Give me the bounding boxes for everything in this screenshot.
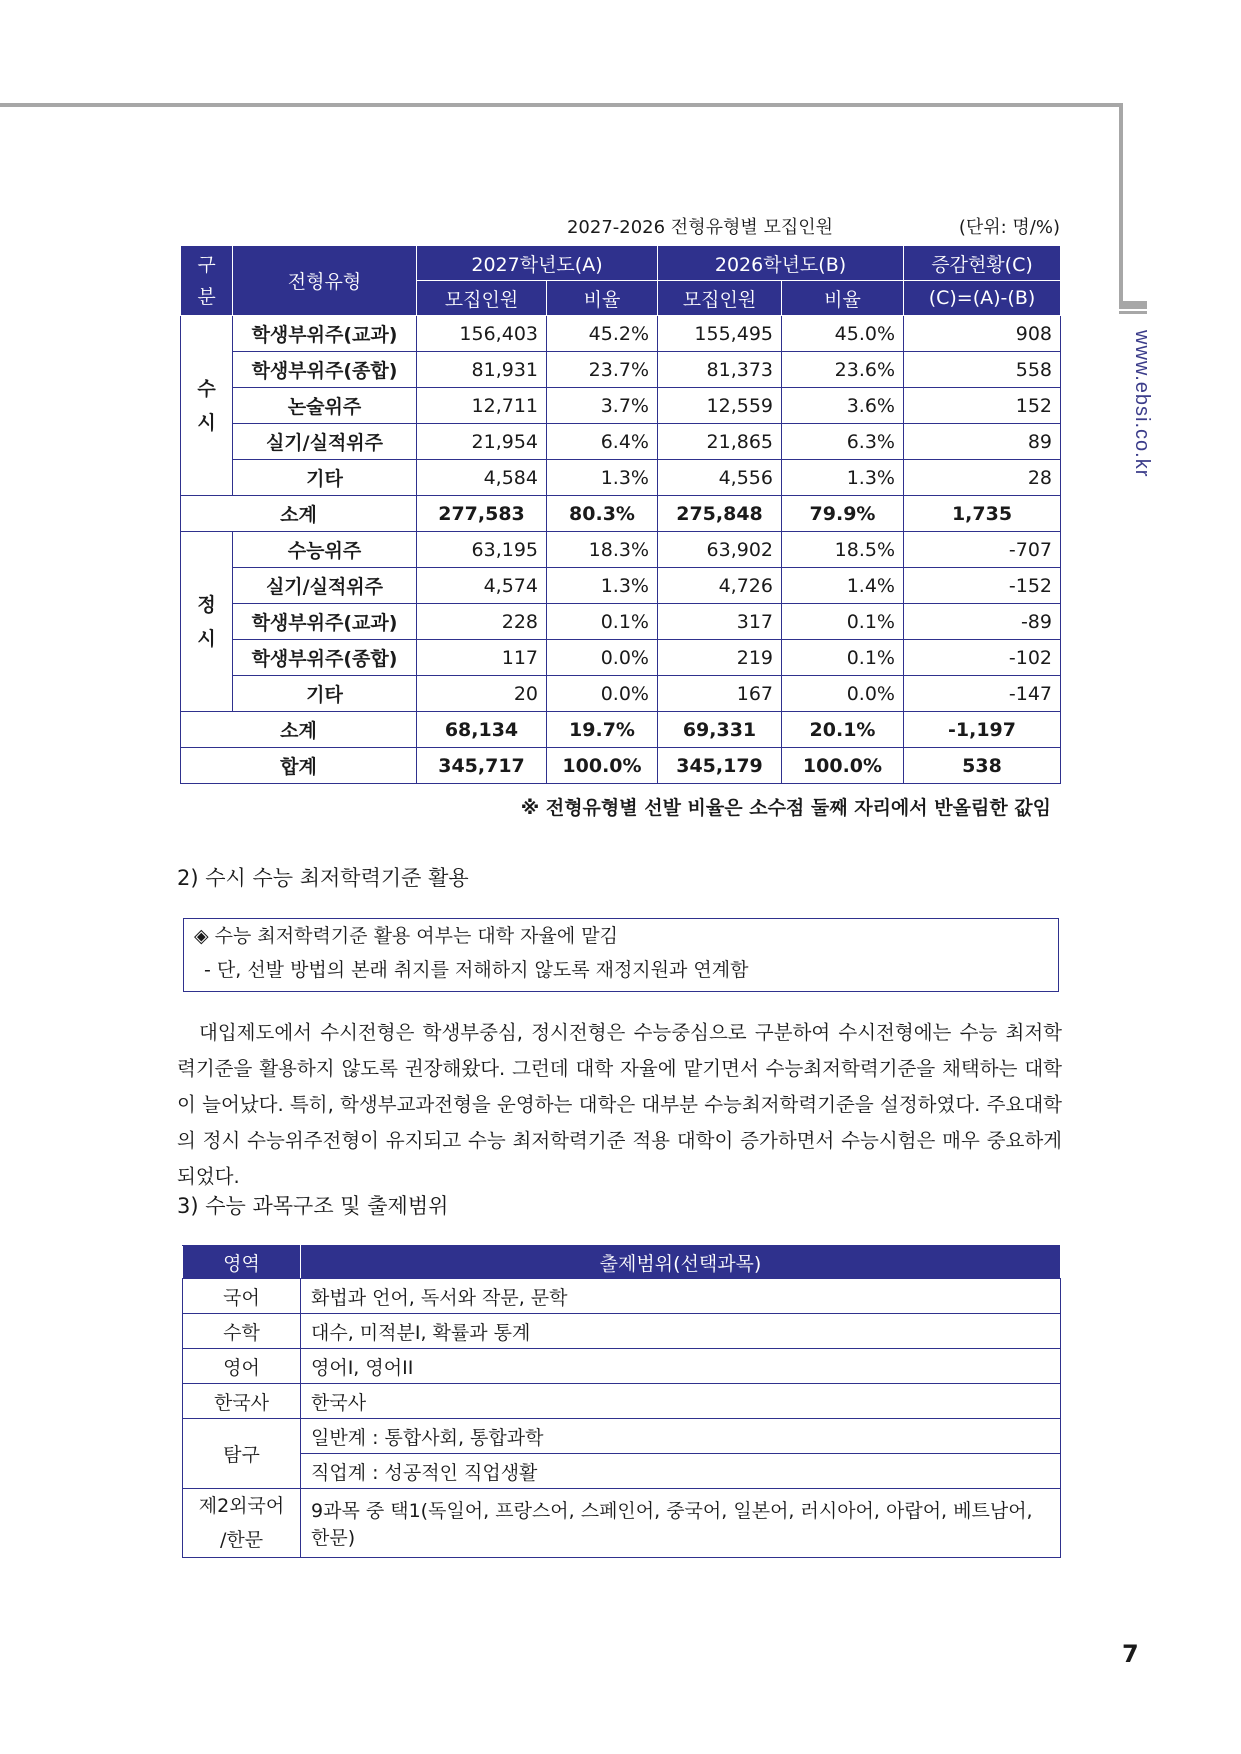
row-type: 학생부위주(교과) <box>233 316 417 352</box>
total-a-ratio: 100.0% <box>547 748 658 784</box>
row-b-ratio: 23.6% <box>782 352 904 388</box>
notice-line-2: - 단, 선발 방법의 본래 취지를 저해하지 않도록 재정지원과 연계함 <box>204 959 749 981</box>
row-a-count: 4,574 <box>417 568 547 604</box>
header-2026-count: 모집인원 <box>658 281 782 316</box>
subtotal-change: 1,735 <box>904 496 1061 532</box>
total-b-count: 345,179 <box>658 748 782 784</box>
subtotal-a-ratio: 19.7% <box>547 712 658 748</box>
susi-label: 수 시 <box>181 316 233 496</box>
row-a-count: 12,711 <box>417 388 547 424</box>
row-a-count: 4,584 <box>417 460 547 496</box>
table1-title: 2027-2026 전형유형별 모집인원 <box>566 217 834 238</box>
table-row <box>183 1489 1061 1558</box>
row-change: 908 <box>904 316 1061 352</box>
row-a-ratio: 23.7% <box>547 352 658 388</box>
header-scope: 출제범위(선택과목) <box>301 1246 1061 1279</box>
row-type: 수능위주 <box>233 532 417 568</box>
row-b-count: 12,559 <box>658 388 782 424</box>
row-type: 논술위주 <box>233 388 417 424</box>
row-b-count: 317 <box>658 604 782 640</box>
row-b-count: 81,373 <box>658 352 782 388</box>
row-b-ratio: 0.0% <box>782 676 904 712</box>
row-a-count: 81,931 <box>417 352 547 388</box>
row-scope: 일반계 : 통합사회, 통합과학 <box>301 1419 1061 1454</box>
header-change-formula: (C)=(A)-(B) <box>904 281 1061 316</box>
notice-box <box>183 918 1059 992</box>
subtotal-label: 소계 <box>181 496 417 532</box>
row-change: -707 <box>904 532 1061 568</box>
header-2027-count: 모집인원 <box>417 281 547 316</box>
table-row <box>183 1454 1061 1489</box>
row-type: 실기/실적위주 <box>233 568 417 604</box>
row-change: 89 <box>904 424 1061 460</box>
row-area: 탐구 <box>183 1419 301 1489</box>
row-a-count: 63,195 <box>417 532 547 568</box>
row-b-ratio: 3.6% <box>782 388 904 424</box>
row-a-ratio: 1.3% <box>547 460 658 496</box>
row-area: 수학 <box>183 1314 301 1349</box>
row-b-count: 63,902 <box>658 532 782 568</box>
section2-title: 2) 수시 수능 최저학력기준 활용 <box>177 866 469 890</box>
row-a-count: 20 <box>417 676 547 712</box>
row-scope: 한국사 <box>301 1384 1061 1419</box>
row-b-ratio: 45.0% <box>782 316 904 352</box>
header-change: 증감현황(C) <box>904 246 1061 281</box>
row-b-ratio: 18.5% <box>782 532 904 568</box>
table-row <box>181 568 1061 604</box>
row-b-count: 219 <box>658 640 782 676</box>
table1-note: ※ 전형유형별 선발 비율은 소수점 둘째 자리에서 반올림한 값임 <box>520 797 1051 819</box>
header-2027-ratio: 비율 <box>547 281 658 316</box>
header-2027: 2027학년도(A) <box>417 246 658 281</box>
row-b-ratio: 6.3% <box>782 424 904 460</box>
subtotal-b-count: 275,848 <box>658 496 782 532</box>
row-change: 558 <box>904 352 1061 388</box>
page-frame-right <box>1119 103 1123 301</box>
total-a-count: 345,717 <box>417 748 547 784</box>
page-frame-tab <box>1119 301 1147 309</box>
table-row <box>181 316 1061 352</box>
table-row <box>181 388 1061 424</box>
row-type: 기타 <box>233 676 417 712</box>
row-type: 실기/실적위주 <box>233 424 417 460</box>
header-type: 전형유형 <box>233 246 417 316</box>
row-b-ratio: 1.4% <box>782 568 904 604</box>
page-number: 7 <box>1122 1640 1139 1668</box>
jeongsi-label: 정 시 <box>181 532 233 712</box>
subtotal-b-ratio: 20.1% <box>782 712 904 748</box>
table-row <box>181 352 1061 388</box>
row-a-ratio: 3.7% <box>547 388 658 424</box>
notice-line-1: ◈ 수능 최저학력기준 활용 여부는 대학 자율에 맡김 <box>194 925 618 947</box>
section3-title: 3) 수능 과목구조 및 출제범위 <box>177 1194 449 1218</box>
row-a-count: 156,403 <box>417 316 547 352</box>
table-row <box>183 1384 1061 1419</box>
row-change: -152 <box>904 568 1061 604</box>
row-change: 28 <box>904 460 1061 496</box>
row-a-ratio: 0.0% <box>547 676 658 712</box>
table-row <box>183 1419 1061 1454</box>
table-row <box>181 532 1061 568</box>
row-a-ratio: 1.3% <box>547 568 658 604</box>
table-row <box>183 1349 1061 1384</box>
row-b-ratio: 0.1% <box>782 604 904 640</box>
subtotal-a-ratio: 80.3% <box>547 496 658 532</box>
row-area: 제2외국어 /한문 <box>183 1489 301 1558</box>
row-a-count: 117 <box>417 640 547 676</box>
table-row <box>183 1314 1061 1349</box>
row-b-count: 21,865 <box>658 424 782 460</box>
row-b-count: 155,495 <box>658 316 782 352</box>
row-area: 영어 <box>183 1349 301 1384</box>
subject-structure-table <box>182 1245 1061 1558</box>
header-2026: 2026학년도(B) <box>658 246 904 281</box>
row-type: 기타 <box>233 460 417 496</box>
total-b-ratio: 100.0% <box>782 748 904 784</box>
total-row <box>181 748 1061 784</box>
row-a-ratio: 45.2% <box>547 316 658 352</box>
row-b-count: 4,556 <box>658 460 782 496</box>
row-area: 한국사 <box>183 1384 301 1419</box>
table1-unit: (단위: 명/%) <box>958 217 1060 238</box>
row-scope: 화법과 언어, 독서와 작문, 문학 <box>301 1279 1061 1314</box>
table-row <box>181 460 1061 496</box>
subtotal-b-count: 69,331 <box>658 712 782 748</box>
table-row <box>181 604 1061 640</box>
page-frame-top <box>0 103 1123 107</box>
header-gubun: 구 분 <box>181 246 233 316</box>
row-scope: 영어I, 영어II <box>301 1349 1061 1384</box>
row-change: -89 <box>904 604 1061 640</box>
jeongsi-subtotal-row <box>181 712 1061 748</box>
subtotal-a-count: 277,583 <box>417 496 547 532</box>
row-b-count: 167 <box>658 676 782 712</box>
subtotal-change: -1,197 <box>904 712 1061 748</box>
body-paragraph: 대입제도에서 수시전형은 학생부중심, 정시전형은 수능중심으로 구분하여 수시전형에는 수능 최저학력기준을 활용하지 않도록 권장해왔다. 그런데 대학 자율에 맡기면서 수능최저학력기준을 채택하는 대학이 늘어났다. 특히, 학생부교과전형을 운영하는 대학은 대부분 수능최저학력기준을 설정하였다. 주요대학의 정시 수능위주전형이 유지되고 수능 최저학력기준 적용 대학이 증가하면서 수능시험은 매우 중요하게 되었다. <box>177 1021 1062 1188</box>
row-change: 152 <box>904 388 1061 424</box>
row-change: -147 <box>904 676 1061 712</box>
subtotal-b-ratio: 79.9% <box>782 496 904 532</box>
row-a-count: 21,954 <box>417 424 547 460</box>
table-row <box>181 676 1061 712</box>
table-row <box>183 1279 1061 1314</box>
header-area: 영역 <box>183 1246 301 1279</box>
row-a-count: 228 <box>417 604 547 640</box>
row-a-ratio: 0.0% <box>547 640 658 676</box>
page-frame-tab-line <box>1119 311 1147 314</box>
row-scope: 대수, 미적분I, 확률과 통계 <box>301 1314 1061 1349</box>
row-type: 학생부위주(종합) <box>233 640 417 676</box>
total-change: 538 <box>904 748 1061 784</box>
table1-caption <box>180 213 1060 241</box>
row-b-ratio: 1.3% <box>782 460 904 496</box>
total-label: 합계 <box>181 748 417 784</box>
row-a-ratio: 0.1% <box>547 604 658 640</box>
table-row <box>181 640 1061 676</box>
row-b-ratio: 0.1% <box>782 640 904 676</box>
row-area: 국어 <box>183 1279 301 1314</box>
row-a-ratio: 18.3% <box>547 532 658 568</box>
susi-subtotal-row <box>181 496 1061 532</box>
site-url: www.ebsi.co.kr <box>1131 330 1153 478</box>
row-change: -102 <box>904 640 1061 676</box>
subtotal-a-count: 68,134 <box>417 712 547 748</box>
admission-quota-table <box>180 245 1061 784</box>
row-a-ratio: 6.4% <box>547 424 658 460</box>
row-scope: 직업계 : 성공적인 직업생활 <box>301 1454 1061 1489</box>
subtotal-label: 소계 <box>181 712 417 748</box>
row-b-count: 4,726 <box>658 568 782 604</box>
row-scope: 9과목 중 택1(독일어, 프랑스어, 스페인어, 중국어, 일본어, 러시아어, 아랍어, 베트남어, 한문) <box>301 1489 1061 1558</box>
row-type: 학생부위주(종합) <box>233 352 417 388</box>
row-type: 학생부위주(교과) <box>233 604 417 640</box>
header-2026-ratio: 비율 <box>782 281 904 316</box>
table-row <box>181 424 1061 460</box>
